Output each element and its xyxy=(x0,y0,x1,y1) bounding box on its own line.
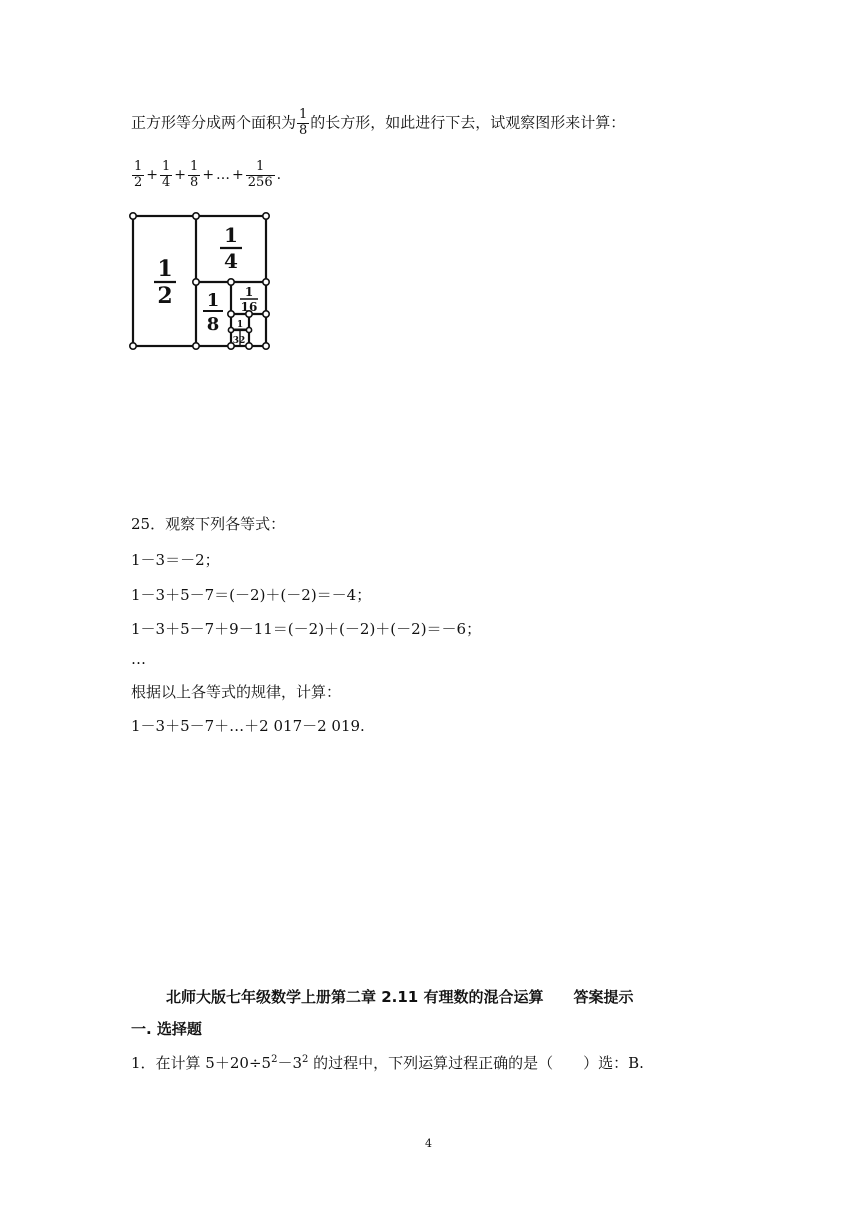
series-term-1: $\frac{1}{2}$ xyxy=(134,159,143,190)
series-term-last: $\frac{1}{256}$ xyxy=(247,159,273,190)
label-32-num: 1 xyxy=(236,320,244,330)
series-end: . xyxy=(276,167,282,184)
answer-heading xyxy=(166,986,633,1007)
plus-sign: + xyxy=(232,167,244,184)
series-dots: … xyxy=(216,167,231,184)
instruction-text: 根据以上各等式的规律，计算： xyxy=(131,683,342,701)
equation-3: 1－3＋5－7＋9－11＝(－2)＋(－2)＋(－2)＝－6； xyxy=(131,620,482,638)
plus-sign: + xyxy=(174,167,187,184)
intro-text-after: 的长方形，如此进行下去，试观察图形来计算： xyxy=(310,113,626,132)
label-eighth-den: 8 xyxy=(206,314,220,335)
problem25-title: 25．观察下列各等式： xyxy=(131,515,286,533)
plus-sign: + xyxy=(146,167,159,184)
label-quarter-num: 1 xyxy=(224,223,238,247)
square-division-figure xyxy=(128,210,272,352)
section-title: 一. 选择题 xyxy=(131,1020,202,1038)
equation-2: 1－3＋5－7＝(－2)＋(－2)＝－4； xyxy=(131,586,372,604)
answer-q1: 1．在计算 $5+20\div 5^2-3^2$ 的过程中，下列运算过程正确的是（ ）选：B. xyxy=(131,1054,644,1072)
series-term-3: $\frac{1}{8}$ xyxy=(190,159,199,190)
plus-sign: + xyxy=(202,167,215,184)
fraction-one-eighth: $\frac{1}{8}$ xyxy=(299,107,308,138)
equation-1: 1－3＝－2； xyxy=(131,551,220,569)
target-expression: 1－3＋5－7＋…＋2 017－2 019. xyxy=(131,717,365,735)
label-quarter-den: 4 xyxy=(224,249,238,273)
page-number: 4 xyxy=(425,1137,432,1150)
equation-ellipsis: … xyxy=(131,650,146,668)
problem24-intro-line xyxy=(131,108,625,139)
label-eighth-num: 1 xyxy=(206,290,220,311)
answer-heading-title: 北师大版七年级数学上册第二章 2.11 有理数的混合运算 xyxy=(166,988,544,1006)
label-sixteenth-num: 1 xyxy=(244,285,254,299)
answer-heading-label: 答案提示 xyxy=(573,988,634,1006)
label-half-den: 2 xyxy=(157,283,173,309)
label-sixteenth-den: 16 xyxy=(240,300,258,314)
label-32-den: 32 xyxy=(232,336,246,346)
label-half-num: 1 xyxy=(157,256,173,282)
series-term-2: $\frac{1}{4}$ xyxy=(162,159,171,190)
series-expression xyxy=(131,160,282,191)
intro-text-before: 正方形等分成两个面积为 xyxy=(131,113,297,132)
